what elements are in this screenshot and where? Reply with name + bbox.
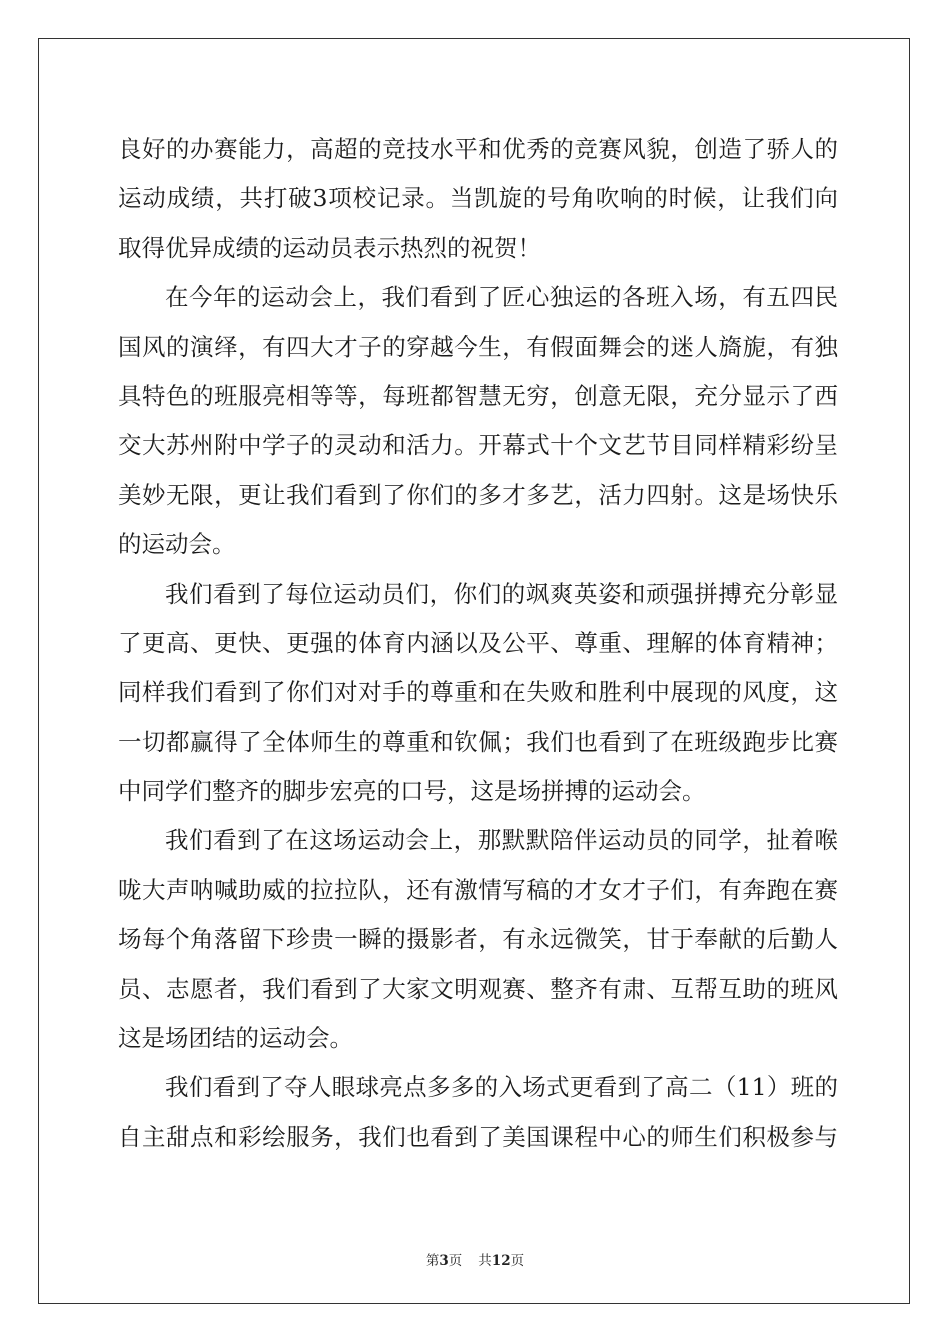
paragraph-2-line-1: 在今年的运动会上，我们看到了匠心独运的各班入场，有五四民 bbox=[165, 283, 838, 312]
document-body bbox=[118, 125, 838, 1162]
paragraph-1-line-1: 良好的办赛能力，高超的竞技水平和优秀的竞赛风貌，创造了骄人的 bbox=[118, 135, 838, 163]
paragraph-4-line-4: 员、志愿者，我们看到了大家文明观赛、整齐有肃、互帮互助的班风 bbox=[118, 974, 838, 1003]
paragraph-3-line-2: 了更高、更快、更强的体育内涵以及公平、尊重、理解的体育精神； bbox=[118, 628, 838, 657]
paragraph-3-line-5: 中同学们整齐的脚步宏亮的口号，这是场拼搏的运动会。 bbox=[118, 777, 706, 806]
paragraph-3-line-4: 一切都赢得了全体师生的尊重和钦佩；我们也看到了在班级跑步比赛 bbox=[118, 727, 838, 756]
paragraph-2-line-6: 的运动会。 bbox=[118, 530, 236, 559]
page-number: 3 bbox=[439, 1253, 449, 1269]
total-prefix: 共 bbox=[478, 1253, 492, 1269]
paragraph-2-line-2: 国风的演绎，有四大才子的穿越今生，有假面舞会的迷人旖旎，有独 bbox=[118, 332, 838, 361]
paragraph-2-line-5: 美妙无限，更让我们看到了你们的多才多艺，活力四射。这是场快乐 bbox=[118, 480, 838, 509]
paragraph-4-line-2: 咙大声呐喊助威的拉拉队，还有激情写稿的才女才子们，有奔跑在赛 bbox=[118, 875, 838, 904]
paragraph-4-line-1: 我们看到了在这场运动会上，那默默陪伴运动员的同学，扯着喉 bbox=[165, 826, 838, 855]
paragraph-4-line-3: 场每个角落留下珍贵一瞬的摄影者，有永远微笑，甘于奉献的后勤人 bbox=[118, 925, 838, 954]
paragraph-5-line-2: 自主甜点和彩绘服务，我们也看到了美国课程中心的师生们积极参与 bbox=[118, 1122, 838, 1151]
paragraph-5-line-1: 我们看到了夺人眼球亮点多多的入场式更看到了高二（11）班的 bbox=[165, 1073, 838, 1102]
paragraph-3-line-3: 同样我们看到了你们对对手的尊重和在失败和胜利中展现的风度，这 bbox=[118, 678, 838, 707]
total-pages: 12 bbox=[491, 1253, 511, 1269]
total-suffix: 页 bbox=[510, 1253, 525, 1269]
paragraph-2-line-4: 交大苏州附中学子的灵动和活力。开幕式十个文艺节目同样精彩纷呈 bbox=[118, 431, 838, 460]
paragraph-3-line-1: 我们看到了每位运动员们，你们的飒爽英姿和顽强拼搏充分彰显 bbox=[165, 579, 838, 608]
paragraph-2-line-3: 具特色的班服亮相等等，每班都智慧无穷，创意无限，充分显示了西 bbox=[118, 381, 838, 410]
paragraph-1-line-2: 运动成绩，共打破3项校记录。当凯旋的号角吹响的时候，让我们向 bbox=[118, 184, 838, 213]
paragraph-1-line-3: 取得优异成绩的运动员表示热烈的祝贺！ bbox=[118, 233, 541, 262]
page-footer bbox=[0, 1249, 950, 1269]
paragraph-4-line-5: 这是场团结的运动会。 bbox=[118, 1024, 353, 1053]
page-prefix: 第 bbox=[425, 1253, 440, 1269]
page-suffix: 页 bbox=[448, 1253, 463, 1269]
